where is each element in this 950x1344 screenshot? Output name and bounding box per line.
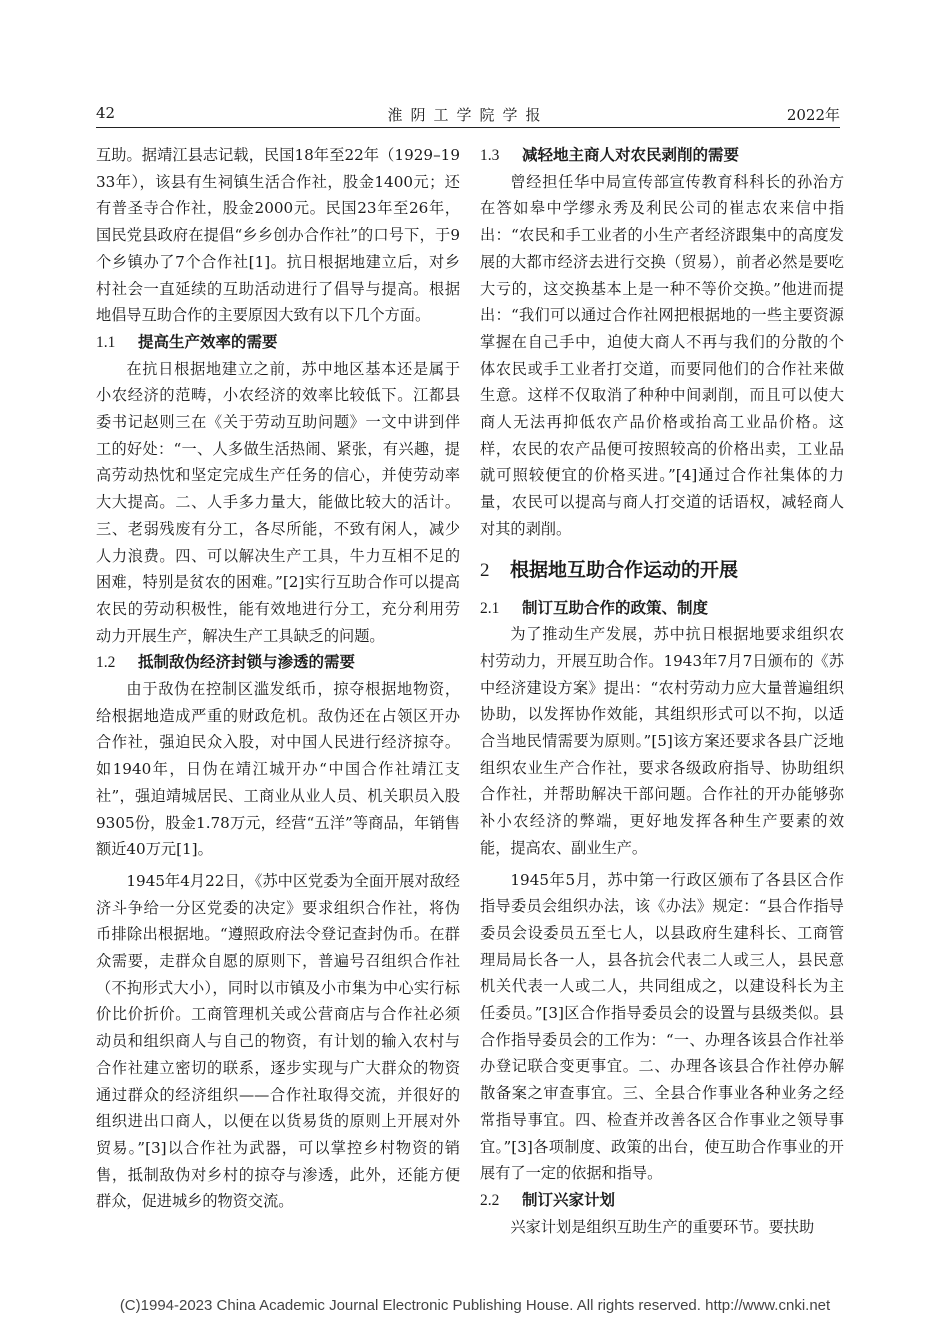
left-column: [96, 142, 460, 1215]
section-number: 2.1: [480, 599, 500, 617]
section-1-3-heading: [480, 142, 844, 169]
section-title: 制订兴家计划: [522, 1190, 616, 1209]
copyright-footer: (C)1994-2023 China Academic Journal Electronic Publishing House. All rights reserved. http://www.cnki.net: [119, 1297, 831, 1314]
section-number: 1.1: [96, 333, 116, 351]
page-number: 42: [96, 104, 116, 122]
section-title: 减轻地主商人对农民剥削的需要: [522, 146, 740, 164]
section-title: 提高生产效率的需要: [138, 332, 278, 351]
section-2-1-heading: [480, 595, 844, 622]
section-number: 2: [480, 559, 490, 581]
journal-title: 淮阴工学院学报: [387, 106, 549, 124]
section-number: 1.2: [96, 654, 116, 672]
running-header: [96, 104, 840, 124]
section-1-2-heading: [96, 649, 460, 676]
section-title: 根据地互助合作运动的开展: [510, 558, 739, 581]
paragraph: 1945年5月，苏中第一行政区颁布了各县区合作指导委员会组织办法，该《办法》规定：“县合作指导委员会设委员五至七人，以县政府生建科长、工商管理局局长各一人，县各抗会代表二人或三人，县民意机关代表一人或二人，共同组成之，以建设科长为主任委员。”[3]区合作指导委员会的设置与县级类似。县合作指导委员会的工作为：“一、办理各该县合作社举办登记联合变更事宜。二、办理各该县合作社停办解散备案之审查事宜。三、全县合作事业各种业务之经常指导事宜。四、检查并改善各区合作事业之领导事宜。”[3]各项制度、政策的出台，使互助合作事业的开展有了一定的依据和指导。: [480, 870, 844, 1183]
right-column: [480, 142, 844, 1240]
section-1-1-heading: [96, 329, 460, 356]
paragraph: 兴家计划是组织互助生产的重要环节。要扶助: [510, 1217, 815, 1236]
paragraph: 曾经担任华中局宣传部宣传教育科科长的孙治方在答如皋中学缪永秀及利民公司的崔志农来信中指出：“农民和手工业者的小生产者经济跟集中的高度发展的大都市经济去进行交换（贸易），前者必然是要吃大亏的，这交换基本上是一种不等价交换。”他进而提出：“我们可以通过合作社网把根据地的一些主要资源掌握在自己手中，迫使大商人不再与我们的分散的个体农民或手工业者打交道，而要同他们的合作社来做生意。这样不仅取消了种种中间剥削，而且可以使大商人无法再抑低农产品价格或抬高工业品价格。这样，农民的农产品便可按照较高的价格出卖，工业品就可照较便宜的价格买进。”[4]通过合作社集体的力量，农民可以提高与商人打交道的话语权，减轻商人对其的剥削。: [480, 172, 844, 538]
section-2-2-heading: [480, 1187, 844, 1214]
paragraph: 由于敌伪在控制区滥发纸币，掠夺根据地物资，给根据地造成严重的财政危机。敌伪还在占领区开办合作社，强迫民众入股，对中国人民进行经济掠夺。如1940年，日伪在靖江城开办“中国合作社靖江支社”，强迫靖城居民、工商业从业人员、机关职员入股9305份，股金1.78万元，经营“五洋”等商品，年销售额近40万元[1]。: [96, 680, 460, 859]
header-rule: [96, 127, 840, 128]
section-number: 2.2: [480, 1191, 500, 1209]
section-title: 抵制敌伪经济封锁与渗透的需要: [138, 653, 356, 672]
intro-paragraph: 互助。据靖江县志记载，民国18年至22年（1929–1933年），该县有生祠镇生活合作社，股金1400元；还有普圣寺合作社，股金2000元。民国23年至26年，国民党县政府在提倡“乡乡创办合作社”的口号下，于9个乡镇办了7个合作社[1]。抗日根据地建立后，对乡村社会一直延续的互助活动进行了倡导与提高。根据地倡导互助合作的主要原因大致有以下几个方面。: [96, 146, 460, 325]
paragraph: 1945年4月22日，《苏中区党委为全面开展对敌经济斗争给一分区党委的决定》要求组织合作社，将伪币排除出根据地。“遵照政府法令登记查封伪币。在群众需要，走群众自愿的原则下，普遍号召组织合作社（不拘形式大小），同时以市镇及小市集为中心实行标价比价折价。工商管理机关或公营商店与合作社必须动员和组织商人与自己的物资，有计划的输入农村与合作社建立密切的联系，逐步实现与广大群众的物资通过群众的经济组织——合作社取得交流，并很好的组织进出口商人，以便在以货易货的原则上开展对外贸易。”[3]以合作社为武器，可以掌控乡村物资的销售，抵制敌伪对乡村的掠夺与渗透，此外，还能方便群众，促进城乡的物资交流。: [96, 871, 460, 1211]
paragraph: 在抗日根据地建立之前，苏中地区基本还是属于小农经济的范畴，小农经济的效率比较低下。江都县委书记赵则三在《关于劳动互助问题》一文中讲到伴工的好处：“一、人多做生活热闹、紧张，有兴趣，提高劳动热忱和坚定完成生产任务的信心，并使劳动率大大提高。二、人手多力量大，能做比较大的活计。三、老弱残废有分工，各尽所能，不致有闲人，减少人力浪费。四、可以解决生产工具，牛力互相不足的困难，特别是贫农的困难。”[2]实行互助合作可以提高农民的劳动积极性，能有效地进行分工，充分利用劳动力开展生产，解决生产工具缺乏的问题。: [96, 359, 460, 645]
publication-year: 2022年: [786, 106, 840, 124]
section-number: 1.3: [480, 147, 500, 164]
section-2-heading: [480, 553, 844, 587]
section-title: 制订互助合作的政策、制度: [522, 598, 709, 617]
paragraph: 为了推动生产发展，苏中抗日根据地要求组织农村劳动力，开展互助合作。1943年7月7日颁布的《苏中经济建设方案》提出：“农村劳动力应大量普遍组织协助，以发挥协作效能，其组织形式可以不拘，以适合当地民情需要为原则。”[5]该方案还要求各县广泛地组织农业生产合作社，要求各级政府指导、协助组织合作社，并帮助解决干部问题。合作社的开办能够弥补小农经济的弊端，更好地发挥各种生产要素的效能，提高农、副业生产。: [480, 625, 844, 857]
